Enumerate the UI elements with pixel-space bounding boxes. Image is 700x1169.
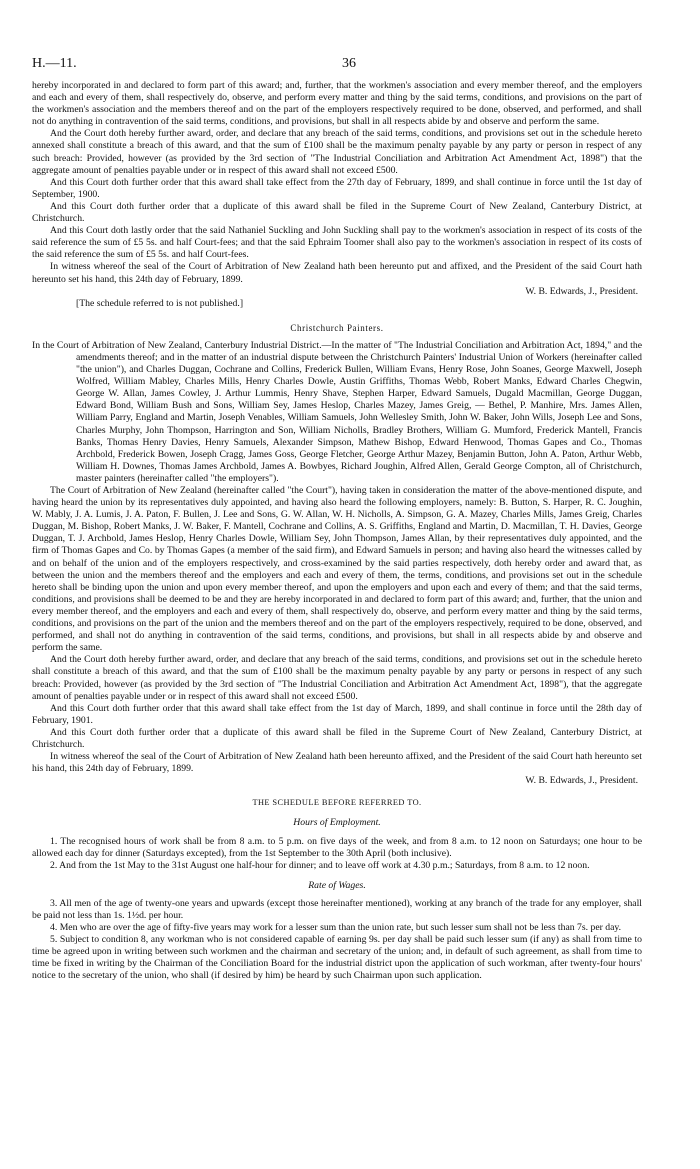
schedule-clause: 5. Subject to condition 8, any workman who is not considered capable of earning 9s. per day shall be paid such lesser sum (if any) as shall from time to time be agreed upon in writing between such workmen and the chairman and secretary of the union; and, in default of such agreement, as shall from time to time be fixed in writing by the Chairman of the Conciliation Board for the industrial district upon the application of such workman, after twenty-four hours' notice to the secretary of the union, who shall (if desired by him) be heard by such Chairman upon such application. — [32, 934, 642, 982]
schedule-clause: 4. Men who are over the age of fifty-five years may work for a lesser sum than the union rate, but such lesser sum shall not be less than 7s. per day. — [50, 922, 622, 934]
award2-paragraph: The Court of Arbitration of New Zealand (hereinafter called "the Court"), having taken in consideration the matter of the above-mentioned dispute, and having heard the union by its representatives duly appointed, and having also heard the following employers, namely: B. Button, S. Harper, R. C. Joughin, W. Mably, J. A. Lumis, J. A. Paton, F. Bullen, J. Lee and Sons, G. W. Allan, W. H. Nicholls, A. Simpson, G. A. Mazey, Charles Mills, James Greig, Charles Duggan, M. Bishop, Robert Manks, J. W. Baker, F. Mantell, Cochrane and Collins, A. S. Griffiths, England and Martin, D. Macmillan, T. H. Davies, George Duggan, T. J. Archbold, James Heslop, Henry Charles Dowle, William Sey, John Thompson, James Allan, by their representatives duly appointed, and the firm of Thomas Gapes and Co. by Thomas Gapes (a member of the said firm), and Edward Samuels in person; and having also heard the witnesses called by and on behalf of the union and of the employers respectively, and cross-examined by the said parties respectively, doth hereby order and award that, as between the union and the members thereof and the employers and each and every of them, the terms, conditions, and provisions set out in the schedule hereto shall be binding upon the union and upon every member thereof, and upon the employers and upon each and every of them; and that the said terms, conditions, and provisions shall be deemed to be and they are hereby incorporated in and declared to form part of this award; and, further, that the union and every member thereof, and the employers and each and every of them, shall respectively do, observe, and perform every matter and thing by the said terms, conditions, and provisions on the part of the union and the members thereof and on the part of the employers respectively, required to be done, observed, and performed, and shall not do anything in contravention of the said terms, conditions, and provisions, but shall in all respects abide by and observe and perform the same. — [32, 485, 642, 654]
award1-paragraph: hereby incorporated in and declared to form part of this award; and, further, that the workmen's association and every member thereof, and the employers and each and every of them, shall respectively do, observe, and perform every matter and thing by the said terms, conditions, and provisions on the part of the workmen's association and the members thereof and on the part of the employers respectively required to be done, observed, and performed, and shall not do anything in contravention of the said terms, conditions, and provisions, but shall in all respects abide by and observe and perform the same. — [32, 80, 642, 128]
wages-heading: Rate of Wages. — [308, 879, 366, 891]
award2-intro: In the Court of Arbitration of New Zealand, Canterbury Industrial District.—In the matter of "The Industrial Conciliation and Arbitration Act, 1894," and the amendments thereof; and in the matter of an industrial dispute between the Christchurch Painters' Industrial Union of Workers (hereinafter called "the union"), and Charles Duggan, Cochrane and Collins, Frederick Bullen, William Evans, Henry Rose, John Soanes, George Maxwell, Joseph Wolfred, William Mabley, Charles Mills, Henry Charles Dowle, Austin Griffiths, Thomas Webb, Robert Manks, Edward Charles Chegwin, George W. Allan, James Cowley, J. Arthur Lummis, Henry Shave, Stephen Harper, Edward Samuels, Dugald Macmillan, George Duggan, Edward Bond, William Bush and Sons, William Sey, James Heslop, Charles Mazey, James Greig, — Bethel, P. Manhire, Mrs. James Allen, William Parry, England and Martin, Joseph Venables, William Samuels, John Wellesley Smith, John W. Baker, John Wills, Joseph Lee and Sons, Charles Murphy, John Thompson, Harrington and Son, William Nicholls, Bradley Brothers, William G. Mumford, Frederick Mantell, Francis Banks, Thomas Henry Davies, Henry Samuels, Alexander Simpson, Mathew Bishop, Edward Henwood, Thomas Gapes and Co., Thomas Archbold, Frederick Bowen, Joseph Cragg, James Goss, George Fletcher, George Arthur Mazey, Benjamin Button, John A. Paton, Arthur Webb, William H. Downes, Thomas James Archbold, James A. Bowbyes, Richard Joughin, Alfred Allen, Gerald George Compton, all of Christchurch, master painters (hereinafter called "the employers"). — [32, 339, 642, 484]
award2-paragraph: And this Court doth further order that this award shall take effect from the 1st day of March, 1899, and shall continue in force until the 28th day of February, 1901. — [32, 702, 642, 726]
page-number: 36 — [342, 56, 356, 71]
page-header — [32, 48, 642, 76]
award1-paragraph: And this Court doth lastly order that the said Nathaniel Suckling and John Suckling shall pay to the workmen's association in respect of its costs of the said reference the sum of £5 5s. and half Court-fees; and that the said Ephraim Toomer shall also pay to the workmen's association in respect of its costs of the said reference the sum of £5 5s. and half Court-fees. — [32, 225, 642, 261]
section-heading: Christchurch Painters. — [290, 322, 384, 333]
award2-paragraph: In witness whereof the seal of the Court of Arbitration of New Zealand hath been hereunto affixed, and the President of the said Court hath hereunto set his hand, this 24th day of February, 1899. — [32, 751, 642, 775]
schedule-clause: 1. The recognised hours of work shall be from 8 a.m. to 5 p.m. on five days of the week, and from 8 a.m. to 12 noon on Saturdays; one hour to be allowed each day for dinner (Saturdays excepted), from the 1st September to the 30th April (both inclusive). — [32, 835, 642, 859]
schedule-note: [The schedule referred to is not published.] — [76, 297, 244, 309]
schedule-clause: 3. All men of the age of twenty-one years and upwards (except those hereinafter mentioned), working at any branch of the trade for any employer, shall be paid not less than 1s. 1½d. per hour. — [32, 897, 642, 921]
document-body — [32, 80, 642, 983]
award1-paragraph: And this Court doth further order that this award shall take effect from the 27th day of February, 1899, and shall continue in force until the 1st day of September, 1900. — [32, 176, 642, 200]
paper-reference: H.—11. — [32, 56, 77, 71]
award2-paragraph: And this Court doth further order that a duplicate of this award shall be filed in the Supreme Court of New Zealand, Canterbury District, at Christchurch. — [32, 726, 642, 750]
award2-signature: W. B. Edwards, J., President. — [525, 775, 638, 787]
award1-paragraph: And the Court doth hereby further award, order, and declare that any breach of the said terms, conditions, and provisions set out in the schedule hereto annexed shall constitute a breach of this award, and that the sum of £100 shall be the maximum penalty payable by any party or person in respect of any such breach: Provided, however (as provided by the 3rd section of "The Industrial Conciliation and Arbitration Act Amendment Act, 1898") that the aggregate amount of penalties payable under or in respect of this award shall not exceed £500. — [32, 128, 642, 176]
hours-heading: Hours of Employment. — [293, 817, 381, 829]
schedule-clause: 2. And from the 1st May to the 31st August one half-hour for dinner; and to leave off work at 4.30 p.m.; Saturdays, from 8 a.m. to 12 noon. — [50, 859, 590, 871]
award1-paragraph: In witness whereof the seal of the Court of Arbitration of New Zealand hath been hereunto put and affixed, and the President of the said Court hath hereunto set his hand, this 24th day of February, 1899. — [32, 261, 642, 285]
award2-paragraph: And the Court doth hereby further award, order, and declare that any breach of the said terms, conditions, and provisions set out in the schedule hereto shall constitute a breach of this award, and that the sum of £100 shall be the maximum penalty payable by any party or persons in respect of any such breach: Provided, however (as provided by the 3rd section of "The Industrial Conciliation and Arbitration Act Amendment Act, 1898"), that the aggregate amount of penalties payable under or in respect of this award shall not exceed £500. — [32, 654, 642, 702]
award1-signature: W. B. Edwards, J., President. — [525, 285, 638, 297]
schedule-title: THE SCHEDULE BEFORE REFERRED TO. — [252, 798, 422, 808]
award1-paragraph: And this Court doth further order that a duplicate of this award shall be filed in the Supreme Court of New Zealand, Canterbury District, at Christchurch. — [32, 200, 642, 225]
